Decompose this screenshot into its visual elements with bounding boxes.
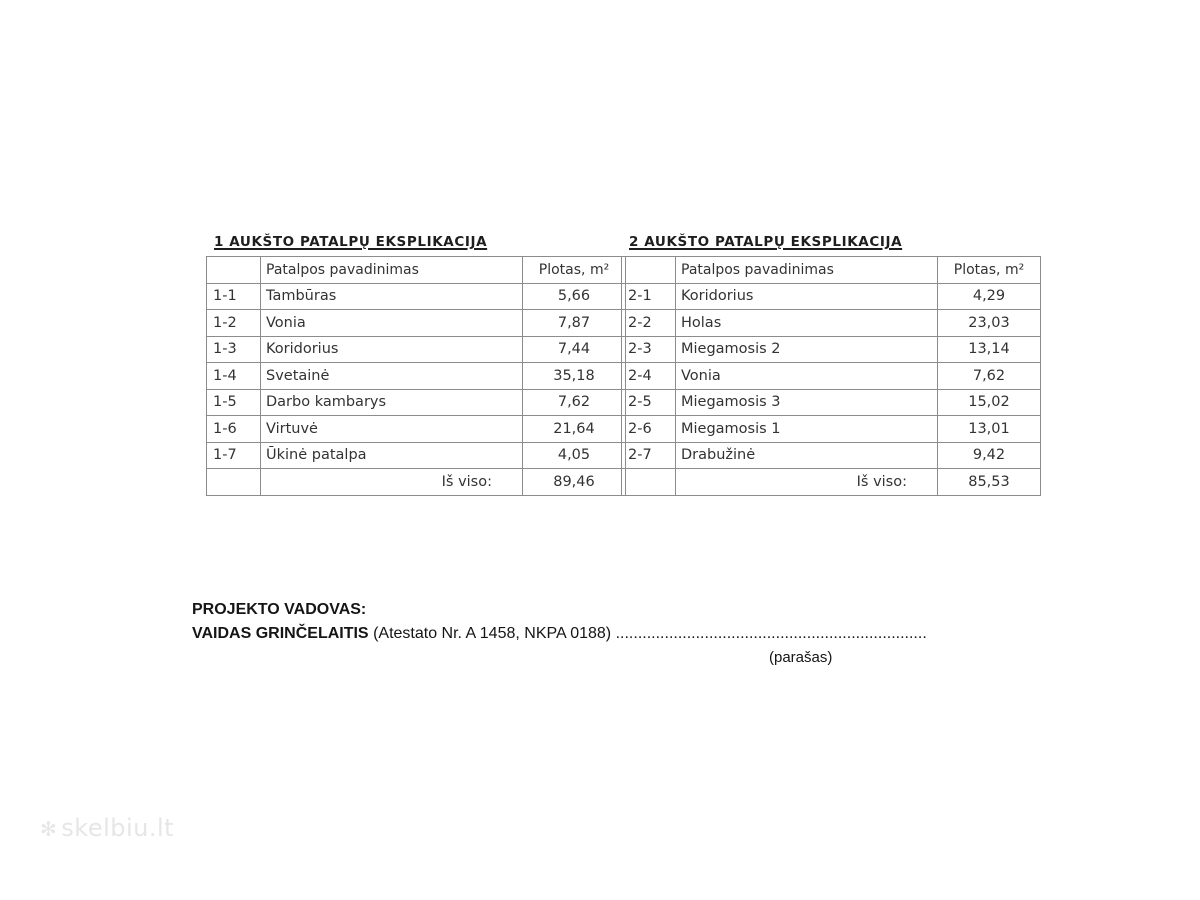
room-no: 1-3 (207, 336, 261, 363)
total-empty-cell (207, 469, 261, 496)
total-row (207, 469, 626, 496)
total-label: Iš viso: (261, 469, 523, 496)
table-row (207, 336, 626, 363)
project-manager-credentials: (Atestato Nr. A 1458, NKPA 0188) (373, 625, 612, 642)
room-name: Darbo kambarys (261, 389, 523, 416)
signature-block (192, 598, 927, 666)
table-row (622, 363, 1041, 390)
room-no: 2-5 (622, 389, 676, 416)
table-header-row (622, 257, 1041, 284)
total-empty-cell (622, 469, 676, 496)
floor2-explication (621, 234, 1041, 496)
room-name: Tambūras (261, 283, 523, 310)
header-area: Plotas, m² (523, 257, 626, 284)
room-no: 2-1 (622, 283, 676, 310)
room-no: 2-2 (622, 310, 676, 337)
project-manager-heading: PROJEKTO VADOVAS: (192, 601, 367, 618)
floor2-title: 2 AUKŠTO PATALPŲ EKSPLIKACIJA (629, 234, 903, 250)
room-name: Miegamosis 1 (676, 416, 938, 443)
skelbiu-logo-icon: ✻ (40, 817, 58, 841)
table-row (622, 336, 1041, 363)
room-name: Miegamosis 2 (676, 336, 938, 363)
room-no: 2-4 (622, 363, 676, 390)
room-no: 1-2 (207, 310, 261, 337)
room-area: 13,14 (938, 336, 1041, 363)
room-area: 21,64 (523, 416, 626, 443)
room-no: 1-1 (207, 283, 261, 310)
table-row (207, 363, 626, 390)
room-no: 2-7 (622, 442, 676, 469)
table-row (622, 389, 1041, 416)
room-no: 1-5 (207, 389, 261, 416)
floor1-table (206, 256, 626, 496)
room-name: Miegamosis 3 (676, 389, 938, 416)
table-row (207, 416, 626, 443)
total-value: 85,53 (938, 469, 1041, 496)
room-name: Svetainė (261, 363, 523, 390)
room-no: 2-6 (622, 416, 676, 443)
room-area: 7,62 (523, 389, 626, 416)
room-area: 9,42 (938, 442, 1041, 469)
room-name: Koridorius (676, 283, 938, 310)
total-label: Iš viso: (676, 469, 938, 496)
floor2-table (621, 256, 1041, 496)
room-name: Drabužinė (676, 442, 938, 469)
room-no: 1-7 (207, 442, 261, 469)
header-area: Plotas, m² (938, 257, 1041, 284)
room-name: Holas (676, 310, 938, 337)
project-manager-line (192, 622, 927, 646)
table-row (207, 442, 626, 469)
room-area: 7,62 (938, 363, 1041, 390)
signature-caption: (parašas) (769, 649, 833, 666)
floor1-explication (206, 234, 626, 496)
floor1-title: 1 AUKŠTO PATALPŲ EKSPLIKACIJA (214, 234, 488, 250)
total-row (622, 469, 1041, 496)
room-name: Koridorius (261, 336, 523, 363)
table-row (622, 416, 1041, 443)
table-row (622, 442, 1041, 469)
project-manager-name: VAIDAS GRINČELAITIS (192, 625, 369, 642)
room-no: 1-4 (207, 363, 261, 390)
table-row (622, 283, 1041, 310)
header-name: Patalpos pavadinimas (261, 257, 523, 284)
room-area: 5,66 (523, 283, 626, 310)
room-area: 7,87 (523, 310, 626, 337)
header-name: Patalpos pavadinimas (676, 257, 938, 284)
table-header-row (207, 257, 626, 284)
room-area: 13,01 (938, 416, 1041, 443)
room-no: 1-6 (207, 416, 261, 443)
table-row (622, 310, 1041, 337)
room-area: 4,29 (938, 283, 1041, 310)
room-no: 2-3 (622, 336, 676, 363)
room-name: Virtuvė (261, 416, 523, 443)
table-row (207, 389, 626, 416)
room-area: 4,05 (523, 442, 626, 469)
header-no (622, 257, 676, 284)
watermark-text: skelbiu.lt (61, 814, 175, 842)
room-area: 35,18 (523, 363, 626, 390)
signature-dotted-line: ...................................................................... (615, 625, 927, 642)
watermark (40, 814, 174, 842)
room-name: Vonia (676, 363, 938, 390)
room-area: 15,02 (938, 389, 1041, 416)
room-area: 23,03 (938, 310, 1041, 337)
room-area: 7,44 (523, 336, 626, 363)
room-name: Ūkinė patalpa (261, 442, 523, 469)
header-no (207, 257, 261, 284)
total-value: 89,46 (523, 469, 626, 496)
table-row (207, 310, 626, 337)
table-row (207, 283, 626, 310)
room-name: Vonia (261, 310, 523, 337)
